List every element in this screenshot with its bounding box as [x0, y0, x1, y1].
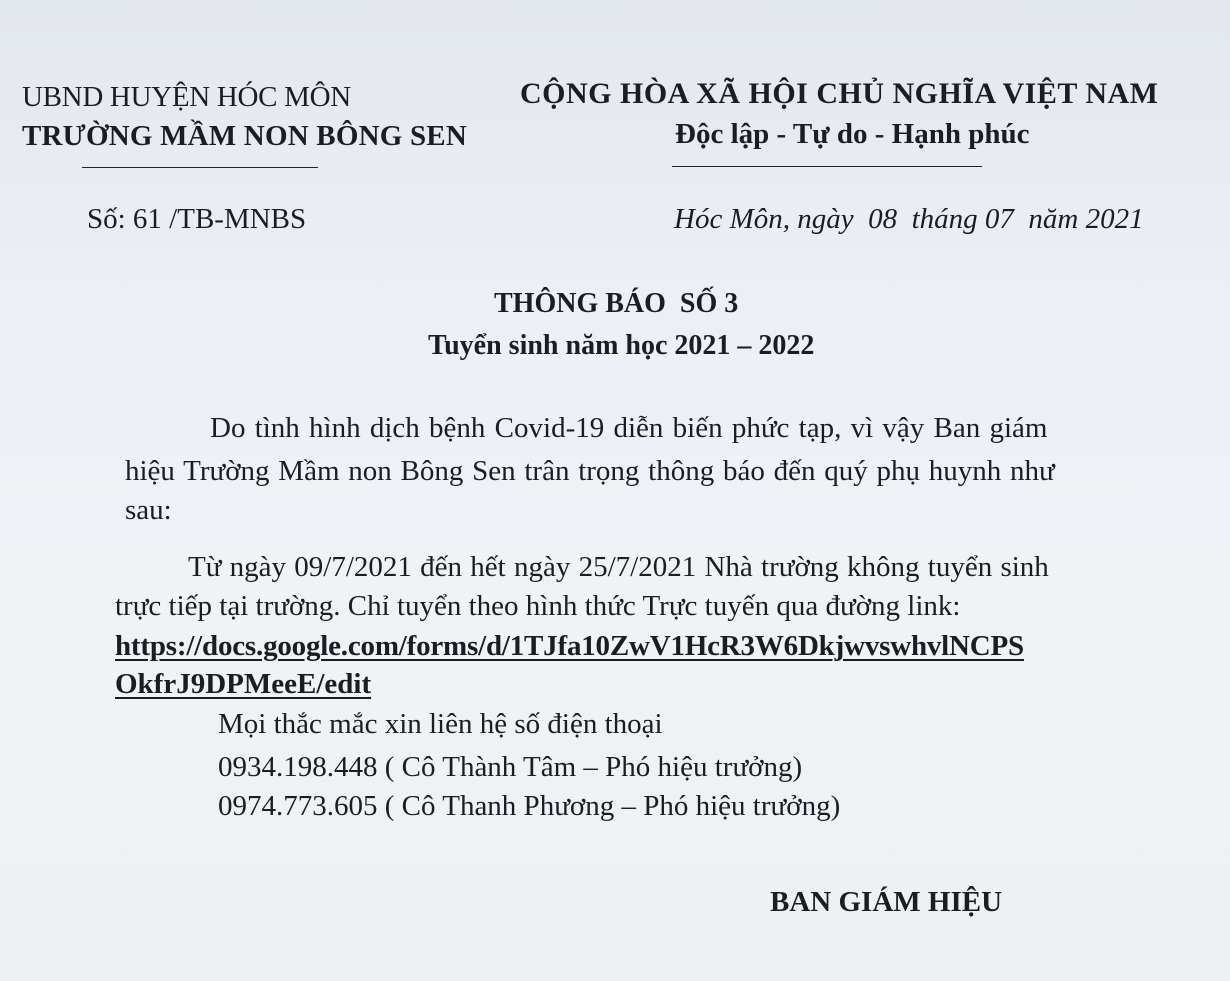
- paragraph-2-line-2: trực tiếp tại trường. Chỉ tuyển theo hình thức Trực tuyến qua đường link:: [115, 590, 961, 622]
- document-number: Số: 61 /TB-MNBS: [87, 203, 307, 235]
- paragraph-1-line-2: hiệu Trường Mầm non Bông Sen trân trọng thông báo đến quý phụ huynh như: [125, 455, 1055, 487]
- registration-link-line-1[interactable]: https://docs.google.com/forms/d/1TJfa10ZwV1HcR3W6DkjwvswhvlNCPS: [115, 630, 1024, 662]
- school-name: TRƯỜNG MẦM NON BÔNG SEN: [22, 120, 467, 152]
- registration-link-line-2[interactable]: OkfrJ9DPMeeE/edit: [115, 668, 372, 700]
- paragraph-1-line-1: Do tình hình dịch bệnh Covid-19 diễn biến phức tạp, vì vậy Ban giám: [210, 412, 1048, 444]
- contact-phone-2: 0974.773.605 ( Cô Thanh Phương – Phó hiệu trưởng): [218, 790, 841, 822]
- issuing-authority: UBND HUYỆN HÓC MÔN: [22, 81, 351, 113]
- national-title: CỘNG HÒA XÃ HỘI CHỦ NGHĨA VIỆT NAM: [520, 77, 1159, 110]
- notice-subtitle: Tuyển sinh năm học 2021 – 2022: [428, 330, 815, 361]
- place-and-date: Hóc Môn, ngày 08 tháng 07 năm 2021: [674, 203, 1144, 235]
- contact-phone-1: 0934.198.448 ( Cô Thành Tâm – Phó hiệu trưởng): [218, 751, 803, 783]
- notice-title: THÔNG BÁO SỐ 3: [494, 288, 739, 319]
- contact-intro: Mọi thắc mắc xin liên hệ số điện thoại: [218, 708, 663, 740]
- paragraph-1-line-3: sau:: [125, 494, 172, 526]
- paragraph-2-line-1: Từ ngày 09/7/2021 đến hết ngày 25/7/2021 Nhà trường không tuyển sinh: [188, 551, 1049, 583]
- national-motto: Độc lập - Tự do - Hạnh phúc: [675, 118, 1030, 150]
- signature-title: BAN GIÁM HIỆU: [770, 886, 1003, 918]
- motto-underline: [672, 166, 982, 167]
- school-underline: [82, 167, 318, 168]
